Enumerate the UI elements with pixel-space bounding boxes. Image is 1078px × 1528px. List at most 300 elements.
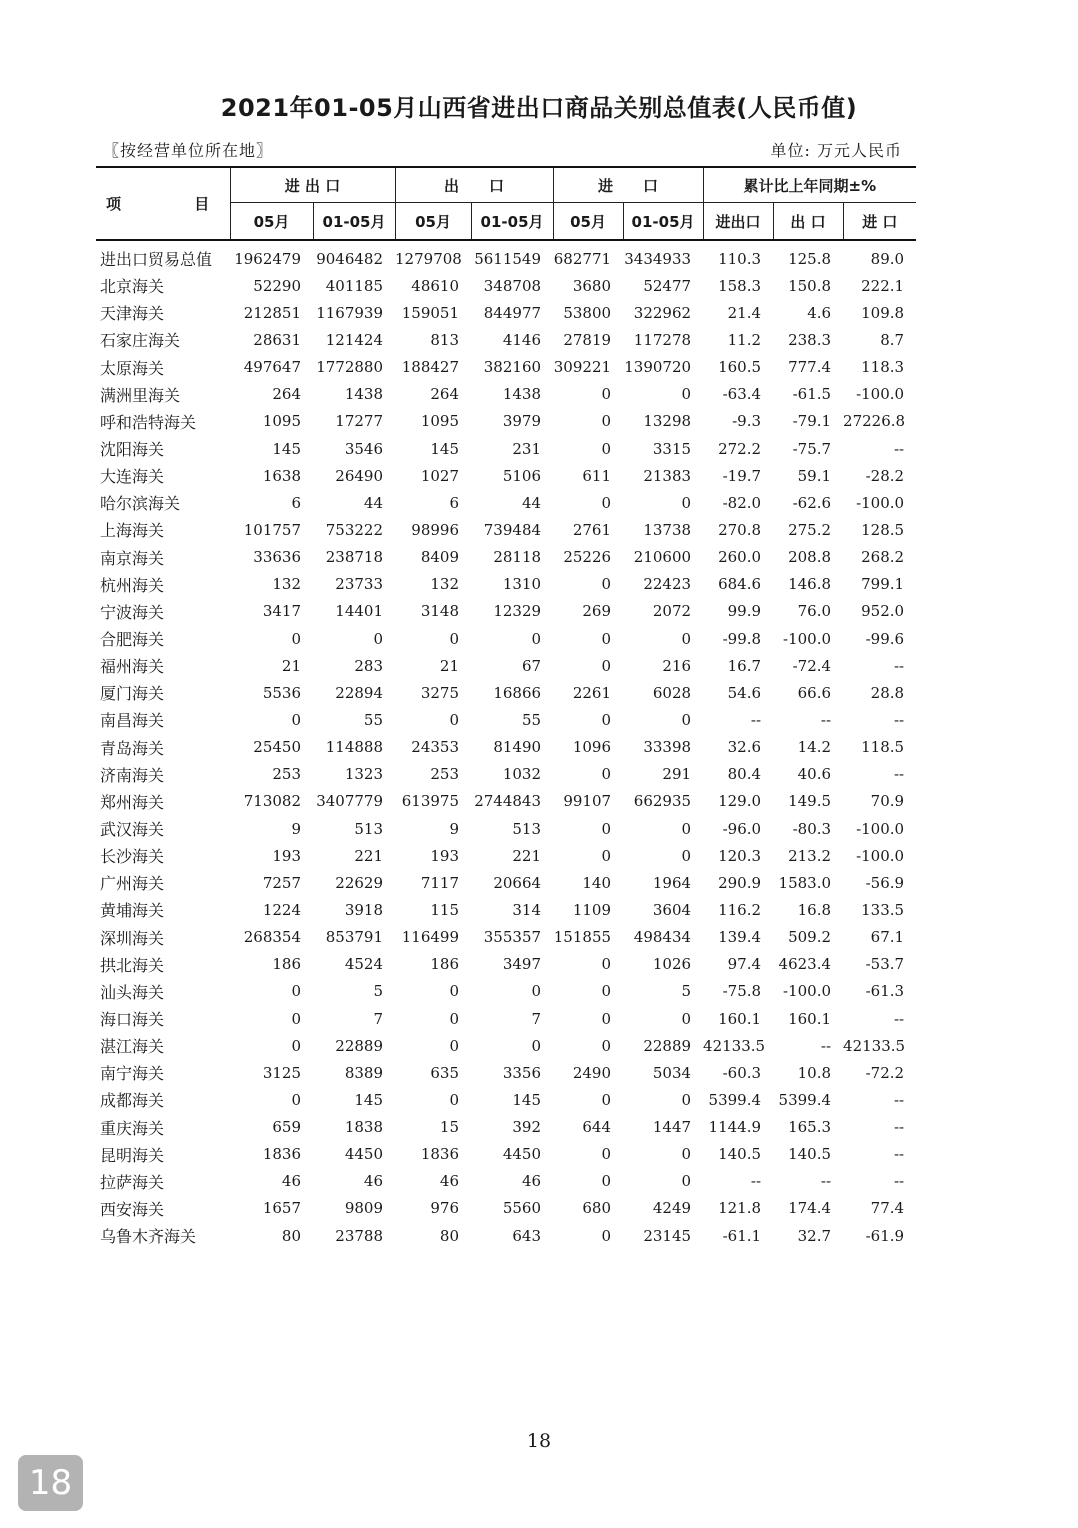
value-cell: 0 [601,385,612,404]
value-cell: 46 [281,1172,301,1191]
value-cell: 3604 [652,900,692,919]
value-cell: 1772880 [316,358,384,377]
value-cell: 118.3 [861,358,905,377]
value-cell: -- [893,1090,905,1109]
value-cell: 158.3 [718,276,762,295]
value-cell: 253 [272,765,301,784]
value-cell: 291 [662,765,692,784]
value-cell: 231 [512,439,542,458]
value-cell: -61.9 [865,1226,905,1245]
value-cell: 1323 [344,765,384,784]
table-row [96,1141,916,1168]
value-cell: 2490 [572,1063,612,1082]
value-cell: 1447 [652,1118,692,1137]
value-cell: 0 [601,1226,612,1245]
value-cell: 12329 [493,602,542,621]
value-cell: 0 [601,846,612,865]
value-cell: 0 [531,982,542,1001]
value-cell: 22894 [335,683,384,702]
value-cell: 270.8 [718,520,762,539]
value-cell: 1026 [652,955,692,974]
value-cell: 28631 [253,330,301,349]
value-cell: 13738 [643,520,692,539]
table-row [96,408,916,435]
value-cell: 348708 [483,276,542,295]
customs-name-cell: 郑州海关 [100,792,165,812]
value-cell: 9046482 [316,249,384,268]
value-cell: 76.0 [797,602,832,621]
value-cell: 188427 [401,358,460,377]
value-cell: 1144.9 [708,1118,762,1137]
value-cell: 22629 [335,873,384,892]
value-cell: 42133.5 [703,1036,766,1055]
table-row [96,1086,916,1113]
value-cell: 24353 [411,738,460,757]
value-cell: -100.0 [856,493,905,512]
value-cell: 3407779 [316,792,384,811]
customs-name-cell: 拱北海关 [100,955,165,975]
value-cell: 221 [512,846,542,865]
value-cell: 213.2 [788,846,832,865]
value-cell: 275.2 [788,520,832,539]
group-export-header: 出 口 [395,167,553,203]
customs-name-cell: 福州海关 [100,657,165,677]
value-cell: 0 [291,629,301,648]
value-cell: 99107 [563,792,612,811]
value-cell: -- [820,1036,832,1055]
value-cell: 21 [439,656,460,675]
sub-header: 01-05月 [623,203,703,241]
value-cell: 27819 [563,330,612,349]
value-cell: -56.9 [865,873,905,892]
value-cell: -79.1 [792,412,832,431]
value-cell: 210600 [633,548,692,567]
value-cell: 5399.4 [778,1090,832,1109]
value-cell: 1962479 [234,249,301,268]
table-row [96,1005,916,1032]
value-cell: 46 [363,1172,384,1191]
value-cell: -- [893,656,905,675]
value-cell: 20664 [493,873,542,892]
value-cell: 21383 [643,466,692,485]
customs-name-cell: 昆明海关 [100,1145,165,1165]
value-cell: 23733 [335,575,384,594]
value-cell: 260.0 [718,548,762,567]
value-cell: 1438 [502,385,542,404]
value-cell: 80 [281,1226,301,1245]
value-cell: 116.2 [718,900,762,919]
value-cell: 140.5 [718,1145,762,1164]
table-row [96,625,916,652]
value-cell: 509.2 [788,928,832,947]
value-cell: 355357 [483,928,542,947]
customs-name-cell: 乌鲁木齐海关 [100,1227,197,1247]
value-cell: 272.2 [718,439,762,458]
customs-name-cell: 太原海关 [100,358,165,378]
value-cell: 238718 [325,548,384,567]
item-header [96,167,230,240]
customs-name-cell: 宁波海关 [100,602,165,622]
value-cell: 0 [681,1090,692,1109]
value-cell: 3356 [502,1063,542,1082]
value-cell: 28.8 [870,683,905,702]
value-cell: 0 [291,1009,301,1028]
value-cell: 0 [601,575,612,594]
value-cell: 0 [681,385,692,404]
value-cell: 159051 [401,303,460,322]
value-cell: 0 [681,493,692,512]
value-cell: 4.6 [807,303,832,322]
value-cell: 253 [430,765,460,784]
value-cell: 3148 [420,602,460,621]
value-cell: 80 [439,1226,460,1245]
value-cell: 684.6 [718,575,762,594]
sub-header: 01-05月 [471,203,553,241]
table-body [96,240,916,1249]
value-cell: 1279708 [395,249,462,268]
value-cell: 114888 [325,738,384,757]
value-cell: 5034 [652,1063,692,1082]
value-cell: 3546 [344,439,384,458]
customs-name-cell: 成都海关 [100,1091,165,1111]
value-cell: -- [893,765,905,784]
value-cell: 0 [681,1172,692,1191]
table-row [96,1195,916,1222]
value-cell: 13298 [643,412,692,431]
value-cell: 0 [681,846,692,865]
value-cell: 853791 [325,928,384,947]
value-cell: 1027 [420,466,460,485]
customs-name-cell: 南京海关 [100,548,165,568]
customs-table-container [96,166,916,1249]
customs-name-cell: 拉萨海关 [100,1172,165,1192]
customs-name-cell: 深圳海关 [100,928,165,948]
value-cell: 22889 [643,1036,692,1055]
value-cell: 0 [449,1009,460,1028]
table-row [96,571,916,598]
value-cell: 23788 [335,1226,384,1245]
value-cell: 635 [430,1063,460,1082]
value-cell: 99.9 [727,602,762,621]
sub-header: 05月 [553,203,623,241]
value-cell: 3417 [262,602,301,621]
customs-name-cell: 广州海关 [100,874,165,894]
value-cell: 4249 [652,1199,692,1218]
value-cell: 67 [521,656,542,675]
value-cell: -9.3 [732,412,762,431]
value-cell: 32.7 [797,1226,832,1245]
table-row [96,489,916,516]
value-cell: 3979 [502,412,542,431]
value-cell: 3434933 [624,249,692,268]
value-cell: 121424 [325,330,384,349]
table-row [96,1059,916,1086]
value-cell: -100.0 [783,982,832,1001]
value-cell: 6 [291,493,301,512]
value-cell: 59.1 [797,466,832,485]
customs-name-cell: 天津海关 [100,304,165,324]
table-row [96,326,916,353]
value-cell: 128.5 [861,520,905,539]
value-cell: 0 [601,765,612,784]
value-cell: 1836 [262,1145,301,1164]
value-cell: 3497 [502,955,542,974]
value-cell: 1095 [420,412,460,431]
value-cell: 160.5 [718,358,762,377]
value-cell: -72.2 [865,1063,905,1082]
value-cell: 145 [354,1090,384,1109]
customs-value-table [96,166,916,1249]
value-cell: 498434 [633,928,692,947]
value-cell: 14401 [335,602,384,621]
value-cell: 0 [601,1172,612,1191]
value-cell: 32.6 [727,738,762,757]
value-cell: 21.4 [727,303,762,322]
value-cell: 7117 [420,873,460,892]
table-row [96,1168,916,1195]
table-row [96,516,916,543]
value-cell: 0 [601,629,612,648]
table-row [96,652,916,679]
customs-name-cell: 沈阳海关 [100,440,165,460]
table-row [96,240,916,272]
value-cell: 40.6 [797,765,832,784]
value-cell: 497647 [243,358,301,377]
value-cell: -- [893,1145,905,1164]
customs-name-cell: 北京海关 [100,277,165,297]
value-cell: 269 [582,602,612,621]
value-cell: 659 [272,1118,301,1137]
value-cell: 5536 [262,683,301,702]
value-cell: 401185 [325,276,384,295]
value-cell: 140.5 [788,1145,832,1164]
value-cell: -- [893,439,905,458]
table-row [96,815,916,842]
sub-header: 进出口 [703,203,773,241]
value-cell: -61.1 [722,1226,762,1245]
value-cell: 0 [449,1090,460,1109]
value-cell: 25450 [253,738,301,757]
value-cell: 238.3 [788,330,832,349]
value-cell: 4450 [344,1145,384,1164]
value-cell: -- [750,710,762,729]
value-cell: 0 [449,629,460,648]
item-header-b: 目 [194,195,210,213]
value-cell: 22889 [335,1036,384,1055]
table-row [96,951,916,978]
page-indicator-badge: 18 [18,1455,83,1511]
value-cell: -53.7 [865,955,905,974]
value-cell: -80.3 [792,819,832,838]
value-cell: 513 [512,819,542,838]
value-cell: 3275 [420,683,460,702]
value-cell: 9 [449,819,460,838]
value-cell: 3125 [262,1063,301,1082]
value-cell: 643 [512,1226,542,1245]
customs-name-cell: 汕头海关 [100,982,165,1002]
value-cell: 4623.4 [778,955,832,974]
value-cell: 98996 [411,520,460,539]
value-cell: -63.4 [722,385,762,404]
value-cell: 2744843 [474,792,542,811]
table-header [96,167,916,240]
value-cell: -62.6 [792,493,832,512]
value-cell: 89.0 [870,249,905,268]
value-cell: 2761 [572,520,612,539]
value-cell: 1638 [262,466,301,485]
value-cell: 662935 [633,792,692,811]
value-cell: 290.9 [718,873,762,892]
value-cell: 110.3 [718,249,762,268]
value-cell: -99.8 [722,629,762,648]
value-cell: 160.1 [788,1009,832,1028]
table-row [96,679,916,706]
value-cell: 813 [430,330,460,349]
value-cell: -- [893,1118,905,1137]
customs-name-cell: 合肥海关 [100,630,165,650]
value-cell: 118.5 [861,738,905,757]
value-cell: 6 [449,493,460,512]
value-cell: 222.1 [861,276,905,295]
value-cell: 0 [681,1145,692,1164]
value-cell: 613975 [401,792,460,811]
table-row [96,896,916,923]
customs-name-cell: 青岛海关 [100,738,165,758]
value-cell: 5 [681,982,692,1001]
value-cell: 145 [512,1090,542,1109]
value-cell: 132 [272,575,301,594]
group-yoy-header: 累计比上年同期±% [703,167,916,203]
value-cell: 193 [272,846,301,865]
page-number: 18 [526,1430,552,1452]
value-cell: -- [750,1172,762,1191]
customs-name-cell: 满洲里海关 [100,385,181,405]
value-cell: 1096 [572,738,612,757]
value-cell: 2261 [572,683,612,702]
value-cell: -100.0 [856,846,905,865]
value-cell: 0 [291,1036,301,1055]
value-cell: 109.8 [861,303,905,322]
value-cell: 150.8 [788,276,832,295]
table-row [96,435,916,462]
value-cell: 0 [373,629,384,648]
value-cell: 0 [449,1036,460,1055]
value-cell: 0 [601,710,612,729]
value-cell: 5106 [502,466,542,485]
value-cell: 0 [601,493,612,512]
value-cell: 0 [291,710,301,729]
value-cell: 1657 [262,1199,301,1218]
table-row [96,1222,916,1249]
value-cell: 0 [449,710,460,729]
value-cell: 264 [272,385,301,404]
value-cell: 6028 [652,683,692,702]
value-cell: 777.4 [788,358,832,377]
value-cell: 160.1 [718,1009,762,1028]
value-cell: 33398 [643,738,692,757]
customs-name-cell: 济南海关 [100,765,165,785]
value-cell: 513 [354,819,384,838]
customs-name-cell: 西安海关 [100,1199,165,1219]
value-cell: 15 [439,1118,460,1137]
value-cell: 644 [582,1118,612,1137]
value-cell: -- [893,710,905,729]
customs-name-cell: 湛江海关 [100,1037,165,1057]
value-cell: 3315 [652,439,692,458]
value-cell: 77.4 [870,1199,905,1218]
value-cell: 193 [430,846,460,865]
value-cell: 26490 [335,466,384,485]
table-row [96,734,916,761]
value-cell: 7 [373,1009,384,1028]
value-cell: 844977 [483,303,542,322]
value-cell: 739484 [483,520,542,539]
value-cell: 145 [430,439,460,458]
value-cell: 0 [681,819,692,838]
value-cell: 0 [601,982,612,1001]
value-cell: 16.8 [797,900,832,919]
value-cell: 17277 [335,412,384,431]
location-basis-note: 〖按经营单位所在地〗 [103,141,274,160]
value-cell: 0 [449,982,460,1001]
value-cell: 1032 [502,765,542,784]
value-cell: 5611549 [474,249,542,268]
table-row [96,1114,916,1141]
value-cell: 186 [430,955,460,974]
table-row [96,924,916,951]
group-import-header: 进 口 [553,167,703,203]
value-cell: 33636 [253,548,301,567]
value-cell: 680 [582,1199,612,1218]
value-cell: 3918 [344,900,384,919]
value-cell: 145 [272,439,301,458]
table-row [96,299,916,326]
value-cell: 799.1 [861,575,905,594]
value-cell: -- [820,1172,832,1191]
value-cell: -75.7 [792,439,832,458]
value-cell: -- [893,1009,905,1028]
value-cell: -60.3 [722,1063,762,1082]
value-cell: 151855 [553,928,612,947]
value-cell: 382160 [483,358,542,377]
unit-note: 单位: 万元人民币 [770,141,902,160]
value-cell: 14.2 [797,738,832,757]
value-cell: 67.1 [870,928,905,947]
value-cell: 116499 [401,928,460,947]
value-cell: 1224 [262,900,301,919]
value-cell: 46 [521,1172,542,1191]
value-cell: 283 [354,656,384,675]
table-row [96,381,916,408]
value-cell: 0 [601,1009,612,1028]
value-cell: 713082 [243,792,301,811]
value-cell: 27226.8 [843,412,906,431]
value-cell: 0 [291,1090,301,1109]
value-cell: 139.4 [718,928,762,947]
table-row [96,598,916,625]
value-cell: 1109 [572,900,612,919]
value-cell: 208.8 [788,548,832,567]
value-cell: 16.7 [727,656,762,675]
value-cell: -61.3 [865,982,905,1001]
value-cell: 0 [601,1036,612,1055]
value-cell: 44 [521,493,542,512]
value-cell: -61.5 [792,385,832,404]
customs-name-cell: 南宁海关 [100,1064,165,1084]
value-cell: 52290 [253,276,301,295]
value-cell: 5560 [502,1199,542,1218]
value-cell: 1167939 [316,303,384,322]
